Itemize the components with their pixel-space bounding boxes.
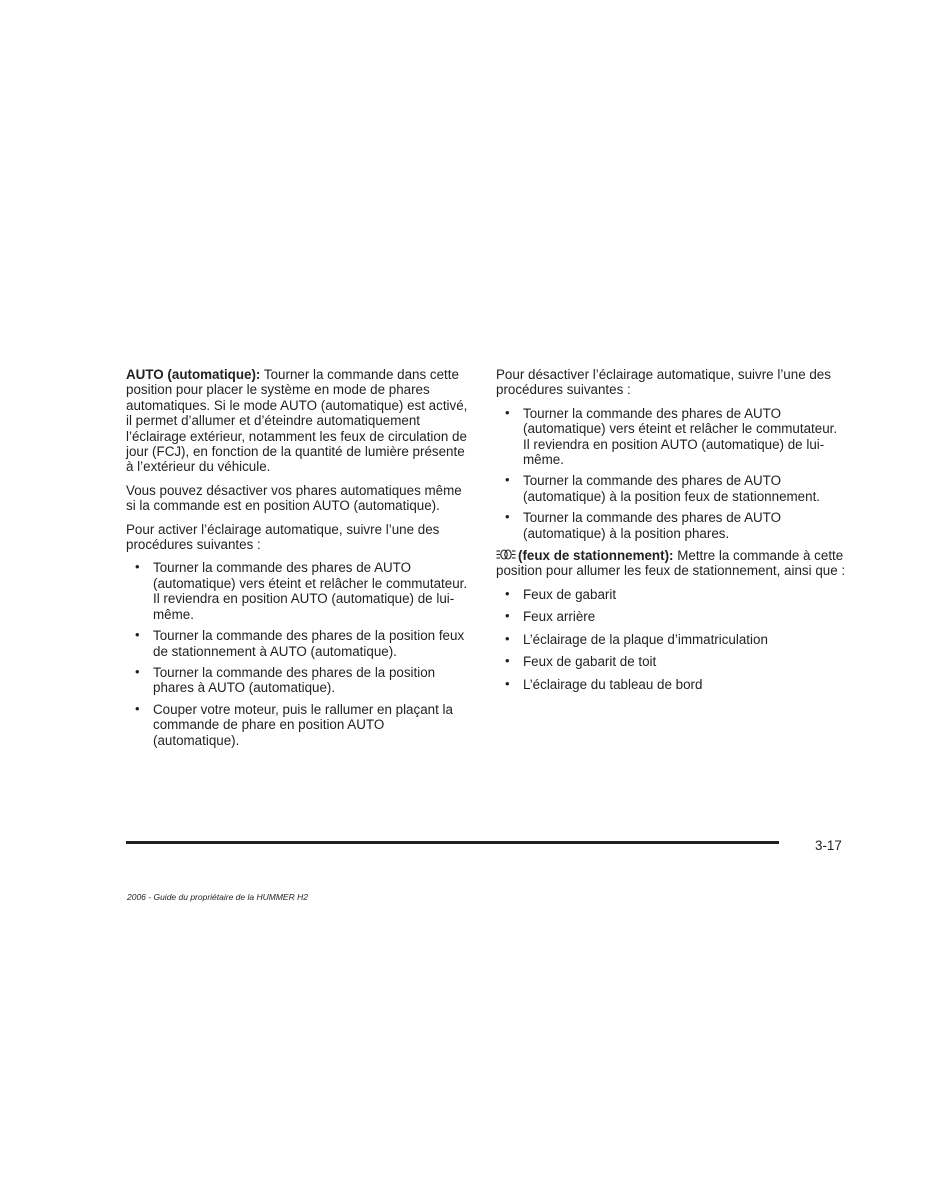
right-column xyxy=(496,367,846,699)
list-item: • Tourner la commande des phares de AUTO (automatique) à la position feux de stationnement. xyxy=(505,472,821,504)
parking-lamp-icon xyxy=(496,548,516,561)
list-item: • L’éclairage de la plaque d’immatriculation xyxy=(505,630,768,647)
bullet-icon: • xyxy=(505,404,510,420)
activate-intro: Pour activer l’éclairage automatique, suivre l’une des procédures suivantes : xyxy=(126,521,440,553)
deactivate-list xyxy=(496,406,846,541)
left-column xyxy=(126,367,471,755)
auto-text: Tourner la commande dans cette position pour placer le système en mode de phares automatiques. Si le mode AUTO (automatique) est activé, il permet d’allumer et d’éteindre automatiquement l’éclairage extérieur, notamment les feux de circulation de jour (FCJ), en fonction de la quantité de lumière présente à l’extérieur du véhicule. xyxy=(126,367,468,475)
bullet-icon: • xyxy=(505,630,510,646)
activate-list xyxy=(126,560,471,747)
bullet-icon: • xyxy=(135,559,140,575)
bullet-icon: • xyxy=(505,653,510,669)
list-item: • Feux de gabarit de toit xyxy=(505,653,657,670)
page-number: 3-17 xyxy=(815,838,842,853)
bullet-icon: • xyxy=(505,585,510,601)
auto-paragraph xyxy=(126,367,471,475)
list-item: • Tourner la commande des phares de AUTO (automatique) vers éteint et relâcher le commutateur. Il reviendra en position AUTO (automatique) de lui-même. xyxy=(505,404,838,468)
list-item: • Couper votre moteur, puis le rallumer en plaçant la commande de phare en position AUTO (automatique). xyxy=(135,700,453,748)
footer-rule xyxy=(126,841,779,844)
parking-paragraph xyxy=(496,548,846,579)
list-item: • Tourner la commande des phares de la position feux de stationnement à AUTO (automatique). xyxy=(135,627,465,659)
list-item: • L’éclairage du tableau de bord xyxy=(505,675,703,692)
bullet-icon: • xyxy=(135,663,140,679)
bullet-icon: • xyxy=(135,700,140,716)
bullet-icon: • xyxy=(135,627,140,643)
list-item: • Tourner la commande des phares de AUTO (automatique) vers éteint et relâcher le commutateur. Il reviendra en position AUTO (automatique) de lui-même. xyxy=(135,559,468,622)
parking-heading: (feux de stationnement): xyxy=(518,548,674,564)
deactivate-intro: Pour désactiver l’éclairage automatique, suivre l’une des procédures suivantes : xyxy=(496,367,831,398)
list-item: • Tourner la commande des phares de la position phares à AUTO (automatique). xyxy=(135,663,436,696)
list-item: • Tourner la commande des phares de AUTO (automatique) à la position phares. xyxy=(505,509,782,541)
parking-list xyxy=(496,587,846,692)
disable-note: Vous pouvez désactiver vos phares automatiques même si la commande est en position AUTO (automatique). xyxy=(126,482,462,514)
bullet-icon: • xyxy=(505,509,510,525)
bullet-icon: • xyxy=(505,675,510,691)
parking-text: Mettre la commande à cette position pour allumer les feux de stationnement, ainsi que : xyxy=(496,548,846,579)
bullet-icon: • xyxy=(505,472,510,488)
list-item: • Feux arrière xyxy=(505,608,596,625)
list-item: • Feux de gabarit xyxy=(505,585,617,602)
auto-heading: AUTO (automatique): xyxy=(126,367,261,382)
footer-text: 2006 - Guide du propriétaire de la HUMMER H2 xyxy=(127,892,308,902)
bullet-icon: • xyxy=(505,608,510,624)
